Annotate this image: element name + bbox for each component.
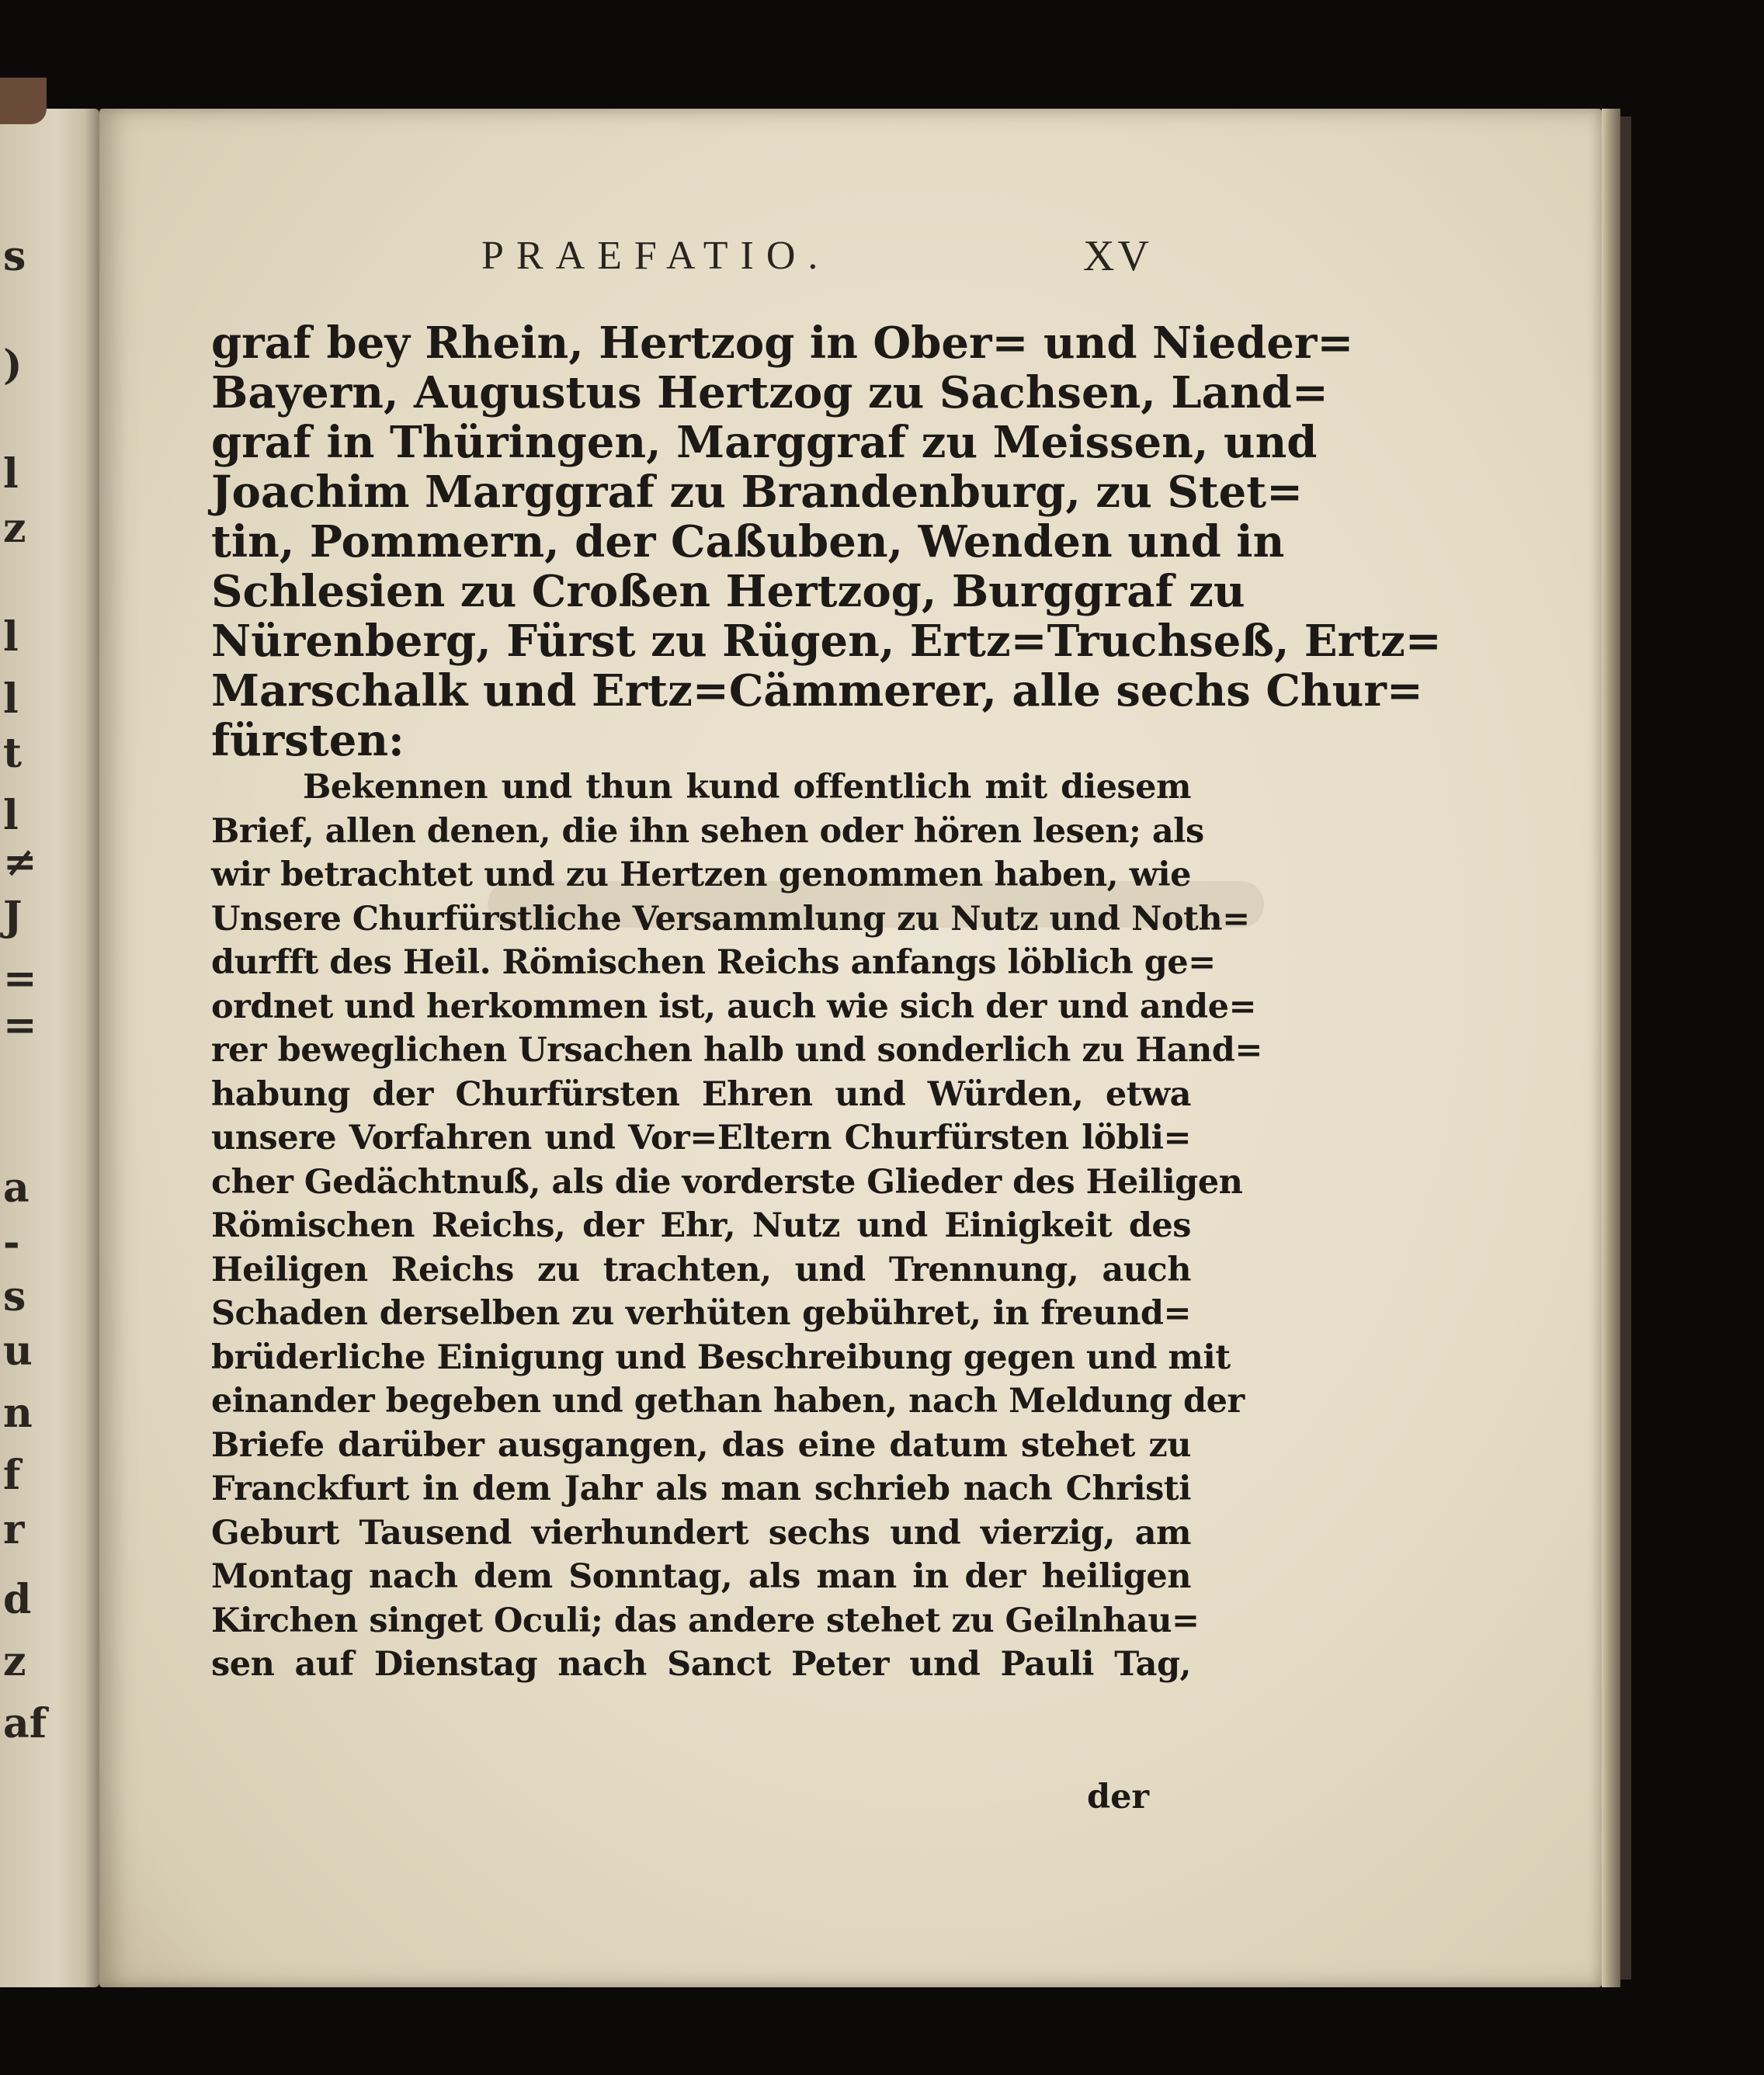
left-page-fragment: z — [3, 505, 26, 552]
heading-line: tin, Pommern, der Caßuben, Wenden und in — [211, 516, 1285, 567]
left-page-fragment: l — [3, 792, 19, 839]
left-page-fragment: J — [3, 893, 23, 940]
paragraph-line: Franckfurt in dem Jahr als man schrieb nach Christi — [211, 1470, 1191, 1508]
heading-line: Joachim Marggraf zu Brandenburg, zu Stet= — [211, 467, 1304, 518]
book-cover-corner — [0, 78, 47, 124]
left-page-fragment: = — [3, 955, 37, 1002]
left-page-fragment: s — [3, 233, 26, 280]
running-title: PRAEFATIO. — [481, 234, 831, 278]
paragraph-line: durfft des Heil. Römischen Reichs anfangs löblich ge= — [211, 943, 1216, 982]
body-text — [211, 317, 1442, 1687]
paragraph-line: Schaden derselben zu verhüten gebühret, in freund= — [211, 1294, 1191, 1333]
heading-line: Schlesien zu Croßen Hertzog, Burggraf zu — [211, 566, 1245, 617]
paragraph-line: cher Gedächtnuß, als die vorderste Glieder des Heiligen — [211, 1162, 1243, 1202]
heading-line: Bayern, Augustus Hertzog zu Sachsen, Land= — [211, 367, 1328, 418]
page-number: XV — [1083, 232, 1152, 280]
left-page-fragment: u — [3, 1327, 33, 1375]
paragraph-line: Heiligen Reichs zu trachten, und Trennung, auch — [211, 1250, 1191, 1289]
heading-line: Nürenberg, Fürst zu Rügen, Ertz=Truchseß, Ertz= — [211, 616, 1442, 667]
paragraph-line: unsere Vorfahren und Vor=Eltern Churfürsten löbli= — [211, 1119, 1191, 1157]
heading-line: graf in Thüringen, Marggraf zu Meissen, und — [211, 417, 1318, 468]
paragraph-line: habung der Churfürsten Ehren und Würden, etwa — [211, 1074, 1191, 1114]
paragraph-line: wir betrachtet und zu Hertzen genommen haben, wie — [211, 855, 1191, 894]
heading-line: graf bey Rhein, Hertzog in Ober= und Nieder= — [211, 317, 1354, 369]
paragraph-line: Montag nach dem Sonntag, als man in der heiligen — [211, 1557, 1191, 1596]
paragraph-line: Brief, allen denen, die ihn sehen oder hören lesen; als — [211, 811, 1204, 851]
left-page-fragment: ) — [3, 342, 23, 389]
left-page-fragment: - — [3, 1219, 20, 1266]
left-page-fragment: a — [3, 1164, 30, 1212]
left-page-fragment: l — [3, 613, 19, 661]
page-edge — [1602, 109, 1620, 1987]
paragraph-line: brüderliche Einigung und Beschreibung gegen und mit — [211, 1338, 1231, 1377]
left-facing-page — [0, 109, 99, 1987]
left-page-fragment: n — [3, 1390, 33, 1437]
heading-block — [211, 317, 1442, 766]
left-page-fragment: f — [3, 1452, 21, 1499]
left-page-fragment: t — [3, 730, 23, 777]
heading-line: Marschalk und Ertz=Cämmerer, alle sechs Chur= — [211, 665, 1423, 717]
left-page-fragment: z — [3, 1638, 26, 1685]
paragraph-line: rer beweglichen Ursachen halb und sonderlich zu Hand= — [211, 1031, 1262, 1070]
paragraph-line: Bekennen und thun kund offentlich mit diesem — [303, 768, 1191, 807]
left-page-fragment: d — [3, 1576, 32, 1623]
left-page-fragment: = — [3, 1001, 37, 1049]
book-edge-right — [1620, 116, 1631, 1980]
left-page-fragment: af — [3, 1700, 47, 1747]
paragraph-line: Briefe darüber ausgangen, das eine datum stehet zu — [211, 1425, 1191, 1465]
left-page-fragment: s — [3, 1273, 26, 1320]
catchword: der — [1087, 1778, 1150, 1816]
left-page-fragment: ≠ — [3, 838, 37, 886]
left-page-fragment: r — [3, 1506, 25, 1553]
left-page-fragment: l — [3, 675, 19, 723]
paragraph-block — [211, 765, 1262, 1687]
paragraph-line: ordnet und herkommen ist, auch wie sich der und ande= — [211, 987, 1256, 1026]
left-page-text-fragments — [0, 109, 99, 1987]
paragraph-line: einander begeben und gethan haben, nach Meldung der — [211, 1382, 1245, 1421]
left-page-fragment: l — [3, 450, 19, 498]
paragraph-line: Unsere Churfürstliche Versammlung zu Nutz und Noth= — [211, 899, 1250, 939]
heading-line: fürsten: — [211, 715, 405, 766]
paragraph-line: Geburt Tausend vierhundert sechs und vierzig, am — [211, 1513, 1191, 1553]
paragraph-line: sen auf Dienstag nach Sanct Peter und Pauli Tag, — [211, 1645, 1191, 1684]
paragraph-line: Kirchen singet Oculi; das andere stehet zu Geilnhau= — [211, 1601, 1200, 1640]
paragraph-line: Römischen Reichs, der Ehr, Nutz und Einigkeit des — [211, 1206, 1191, 1245]
